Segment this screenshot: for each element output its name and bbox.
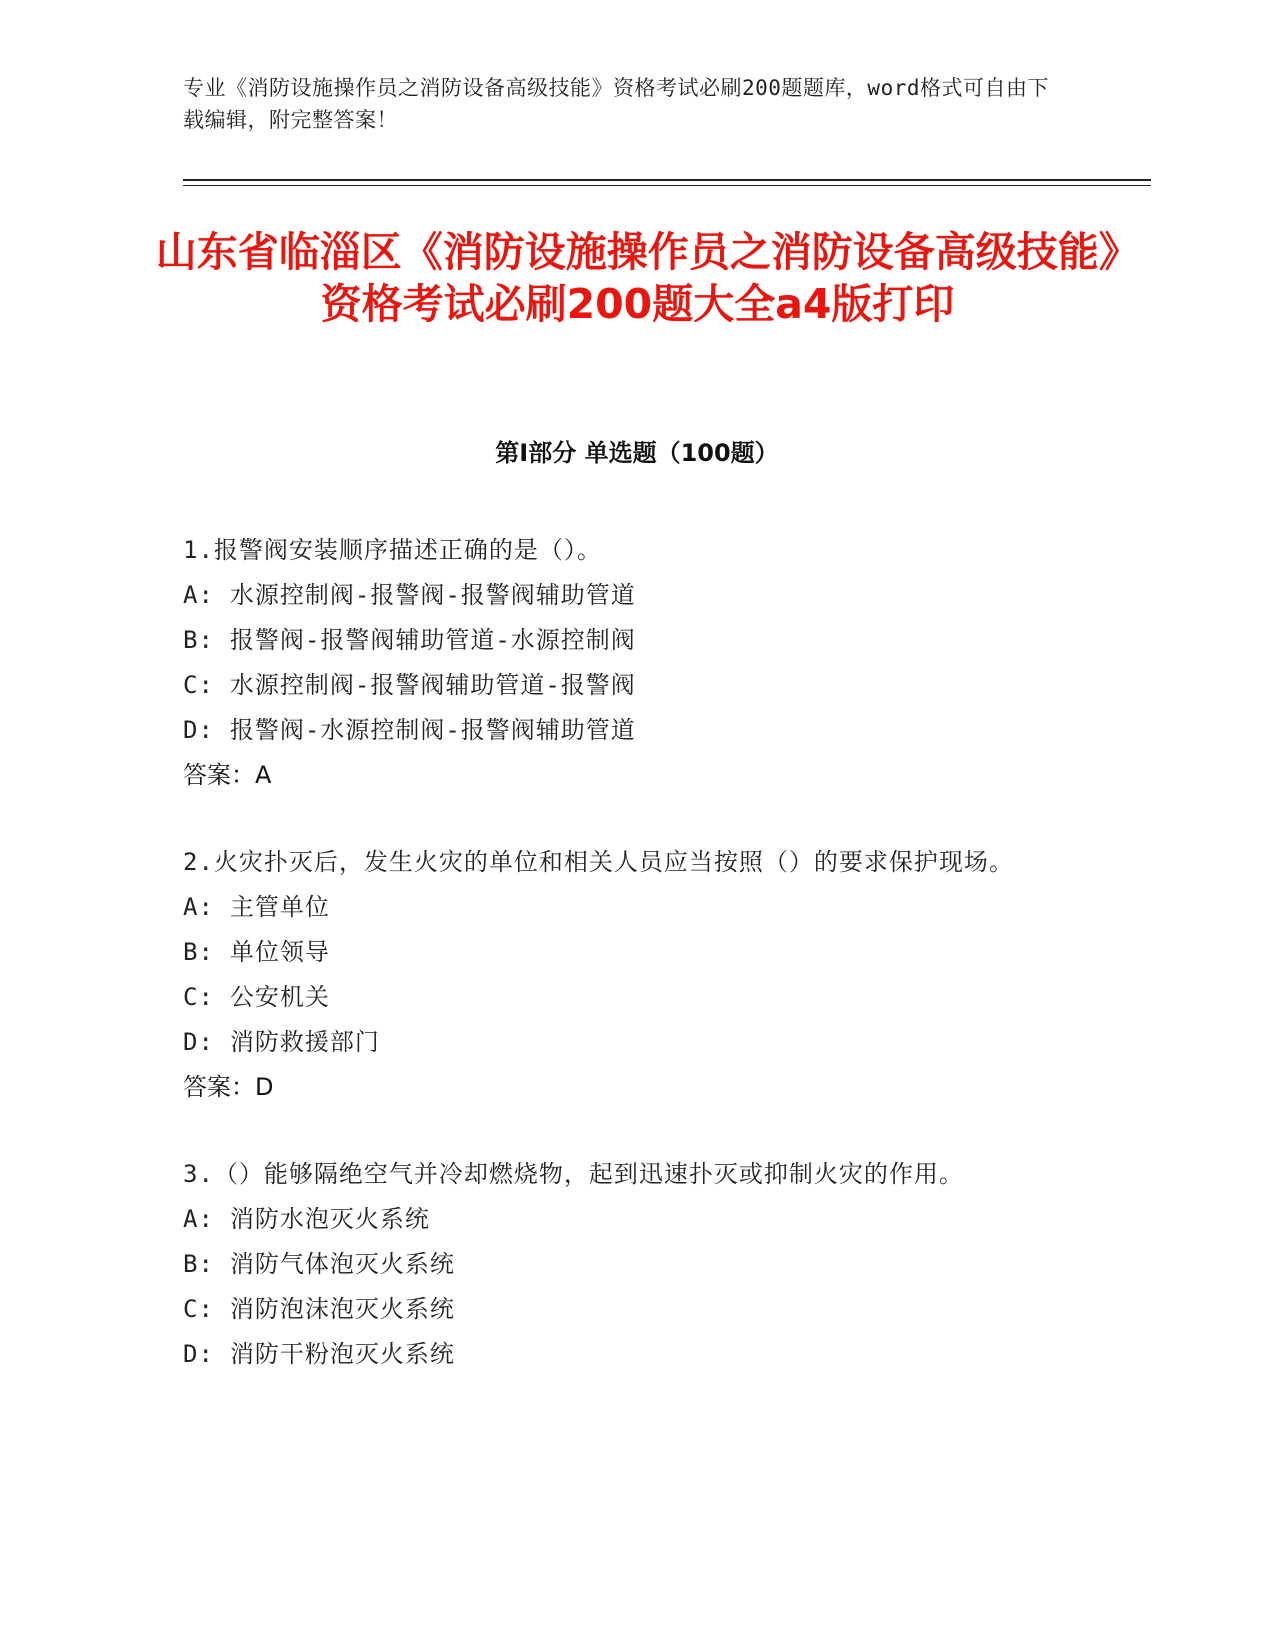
header-divider-thin [183, 185, 1151, 186]
option-letter: C: [183, 1295, 214, 1323]
option-letter: A: [183, 581, 214, 609]
option-letter: B: [183, 1250, 214, 1278]
option-letter: C: [183, 671, 214, 699]
option-letter: D: [183, 1340, 214, 1368]
question-1 [183, 528, 1063, 798]
option-a [183, 573, 1063, 618]
option-b [183, 618, 1063, 663]
option-text: 水源控制阀-报警阀辅助管道-报警阀 [229, 671, 636, 699]
option-letter: A: [183, 1205, 214, 1233]
option-text: 公安机关 [229, 983, 330, 1011]
option-text: 水源控制阀-报警阀-报警阀辅助管道 [229, 581, 636, 609]
option-text: 消防水泡灭火系统 [229, 1205, 430, 1233]
option-text: 报警阀-水源控制阀-报警阀辅助管道 [229, 716, 636, 744]
option-letter: C: [183, 983, 214, 1011]
option-d [183, 1332, 1063, 1377]
option-c [183, 663, 1063, 708]
option-a [183, 1197, 1063, 1242]
option-letter: A: [183, 893, 214, 921]
question-stem: 3.（）能够隔绝空气并冷却燃烧物，起到迅速扑灭或抑制火灾的作用。 [183, 1160, 964, 1188]
option-text: 消防气体泡灭火系统 [229, 1250, 455, 1278]
option-c [183, 1287, 1063, 1332]
option-text: 单位领导 [229, 938, 330, 966]
option-letter: B: [183, 938, 214, 966]
option-d [183, 1020, 1063, 1065]
section-heading: 第I部分 单选题（100题） [495, 439, 779, 467]
option-text: 消防干粉泡灭火系统 [229, 1340, 455, 1368]
option-letter: B: [183, 626, 214, 654]
answer-line: 答案：D [183, 1073, 274, 1101]
header-divider [183, 179, 1151, 181]
question-stem: 2.火灾扑灭后，发生火灾的单位和相关人员应当按照（）的要求保护现场。 [183, 848, 1014, 876]
question-2 [183, 840, 1063, 1110]
option-text: 消防救援部门 [229, 1028, 380, 1056]
option-text: 主管单位 [229, 893, 330, 921]
option-a [183, 885, 1063, 930]
answer-line: 答案：A [183, 761, 272, 789]
option-b [183, 1242, 1063, 1287]
document-title: 山东省临淄区《消防设施操作员之消防设备高级技能》资格考试必刷200题大全a4版打印 [155, 228, 1120, 328]
option-c [183, 975, 1063, 1020]
question-list [183, 528, 1063, 1419]
option-letter: D: [183, 716, 214, 744]
question-stem: 1.报警阀安装顺序描述正确的是（）。 [183, 536, 602, 564]
option-d [183, 708, 1063, 753]
option-letter: D: [183, 1028, 214, 1056]
question-3 [183, 1152, 1063, 1377]
header-note: 专业《消防设施操作员之消防设备高级技能》资格考试必刷200题题库，word格式可自由下载编辑，附完整答案！ [183, 76, 1049, 132]
option-text: 报警阀-报警阀辅助管道-水源控制阀 [229, 626, 636, 654]
option-b [183, 930, 1063, 975]
option-text: 消防泡沫泡灭火系统 [229, 1295, 455, 1323]
